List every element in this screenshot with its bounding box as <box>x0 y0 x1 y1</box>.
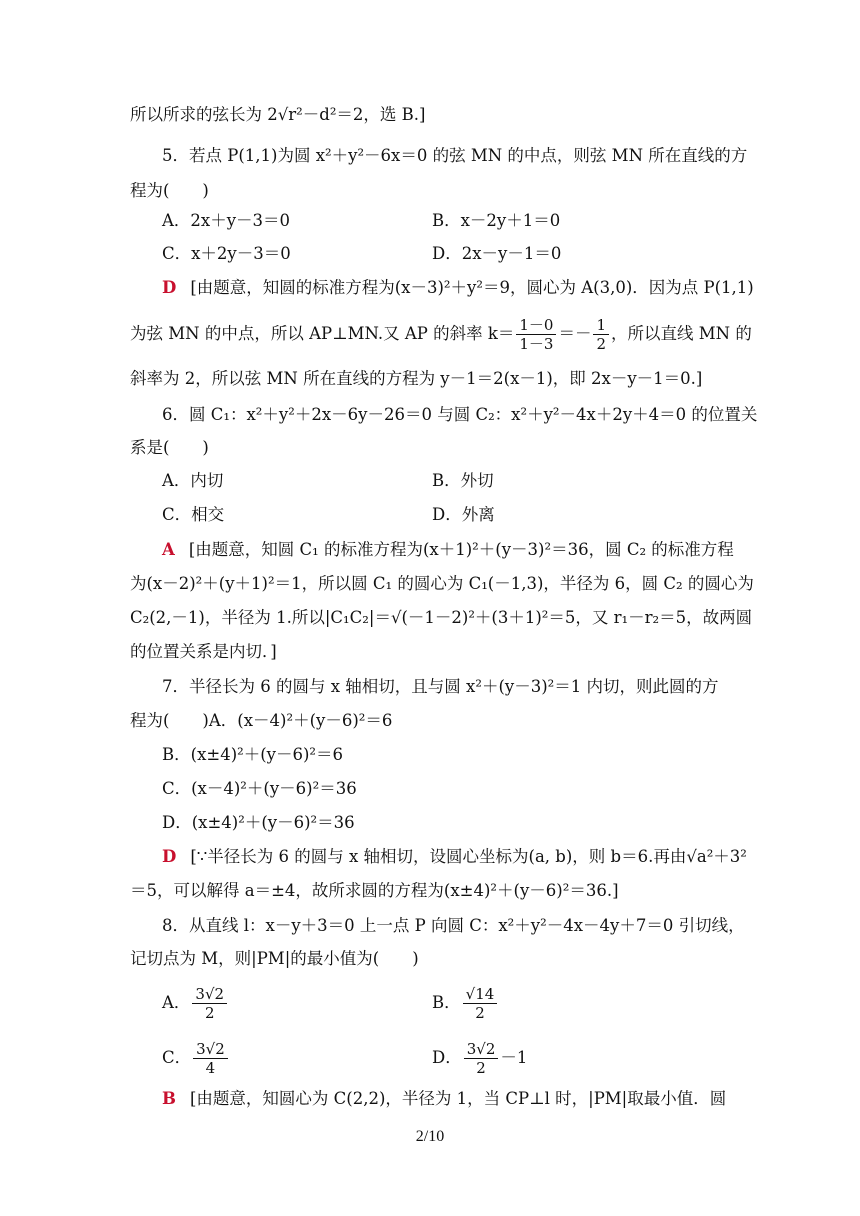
solution-line <box>130 316 752 353</box>
choice-b: B．(x±4)²＋(y－6)²＝6 <box>162 745 344 764</box>
solution-line <box>162 1088 732 1110</box>
page-number: 2/10 <box>415 1128 445 1145</box>
solution-text: ＝－ <box>558 324 592 343</box>
choice-row <box>162 243 732 265</box>
fraction-numerator: 1－0 <box>516 316 556 335</box>
solution-line <box>162 277 754 299</box>
fraction <box>516 316 556 353</box>
answer-letter: D <box>162 278 177 297</box>
solution-text: [由题意，知圆心为 C(2,2)，半径为 1，当 CP⊥l 时，|PM|取最小值．圆 <box>189 1089 727 1108</box>
solution-line: 斜率为 2，所以弦 MN 所在直线的方程为 y－1＝2(x－1)，即 2x－y－1＝0.] <box>130 369 703 388</box>
choice-row <box>162 210 732 232</box>
solution-line: ＝5，可以解得 a＝±4，故所求圆的方程为(x±4)²＋(y－6)²＝36.] <box>130 881 619 900</box>
solution-text: ，所以直线 MN 的 <box>611 324 752 343</box>
choice-row <box>162 985 732 1022</box>
fraction <box>193 1040 228 1077</box>
text-line: 所以所求的弦长为 2√r²－d²＝2，选 B.] <box>130 105 426 124</box>
fraction-numerator: 3√2 <box>193 1040 228 1059</box>
choice-d: D．外离 <box>432 505 495 524</box>
choice-c: C．x＋2y－3＝0 <box>162 244 291 263</box>
solution-line <box>162 846 747 868</box>
choice-d-suffix: －1 <box>500 1048 528 1067</box>
text-line: 记切点为 M，则|PM|的最小值为( ) <box>130 949 419 968</box>
fraction <box>463 985 498 1022</box>
choice-c: C．相交 <box>162 505 225 524</box>
choice-c: C．(x－4)²＋(y－6)²＝36 <box>162 779 357 798</box>
fraction-denominator: 2 <box>475 1004 485 1022</box>
fraction-denominator: 2 <box>476 1059 486 1077</box>
solution-text: [∵半径长为 6 的圆与 x 轴相切，设圆心坐标为(a, b)，则 b＝6.再由√a²＋3² <box>190 847 747 866</box>
solution-line: 的位置关系是内切．] <box>130 642 277 661</box>
choice-row <box>162 1040 732 1077</box>
choice-a-label: A． <box>162 993 191 1012</box>
solution-line: C₂(2,－1)，半径为 1.所以|C₁C₂|＝√(－1－2)²＋(3＋1)²＝5，又 r₁－r₂＝5，故两圆 <box>130 608 753 627</box>
choice-b: B．x－2y＋1＝0 <box>432 211 561 230</box>
choice-d-label: D． <box>432 1048 462 1067</box>
fraction-numerator: 3√2 <box>192 985 227 1004</box>
fraction-denominator: 2 <box>204 1004 215 1022</box>
fraction-denominator: 1－3 <box>519 335 554 353</box>
fraction <box>192 985 227 1022</box>
text-line: 程为( )A．(x－4)²＋(y－6)²＝6 <box>130 711 393 730</box>
question-8-stem: 8．从直线 l：x－y＋3＝0 上一点 P 向圆 C：x²＋y²－4x－4y＋7＝0 引切线， <box>162 916 745 935</box>
text-line: 程为( ) <box>130 181 209 200</box>
choice-b: B．外切 <box>432 471 494 490</box>
answer-letter: D <box>162 847 177 866</box>
fraction <box>593 316 609 353</box>
fraction-denominator: 2 <box>596 335 607 353</box>
solution-text: 为弦 MN 的中点，所以 AP⊥MN.又 AP 的斜率 k＝ <box>130 324 515 343</box>
question-7-stem: 7．半径长为 6 的圆与 x 轴相切，且与圆 x²＋(y－3)²＝1 内切，则此圆的方 <box>162 677 719 696</box>
solution-line <box>162 539 732 561</box>
choice-row <box>162 470 732 492</box>
fraction-numerator: 1 <box>593 316 609 335</box>
choice-d <box>432 1040 527 1077</box>
choice-b <box>432 985 499 1022</box>
question-6-stem: 6．圆 C₁：x²＋y²＋2x－6y－26＝0 与圆 C₂：x²＋y²－4x＋2y＋4＝0 的位置关 <box>162 405 758 424</box>
choice-d: D．2x－y－1＝0 <box>432 244 562 263</box>
choice-a: A．内切 <box>162 471 224 490</box>
choice-c-label: C． <box>162 1048 192 1067</box>
choice-d: D．(x±4)²＋(y－6)²＝36 <box>162 813 355 832</box>
choice-b-label: B． <box>432 993 461 1012</box>
fraction-numerator: √14 <box>463 985 498 1004</box>
fraction-denominator: 4 <box>205 1059 216 1077</box>
question-5-stem: 5．若点 P(1,1)为圆 x²＋y²－6x＝0 的弦 MN 的中点，则弦 MN 所在直线的方 <box>162 146 748 165</box>
choice-row <box>162 504 732 526</box>
solution-text: [由题意，知圆的标准方程为(x－3)²＋y²＝9，圆心为 A(3,0)．因为点 P(1,1) <box>190 278 754 297</box>
choice-a: A．2x＋y－3＝0 <box>162 211 291 230</box>
fraction-numerator: 3√2 <box>464 1040 499 1059</box>
fraction <box>464 1040 499 1077</box>
answer-letter: A <box>162 540 175 559</box>
solution-text: [由题意，知圆 C₁ 的标准方程为(x＋1)²＋(y－3)²＝36，圆 C₂ 的标准方程 <box>188 540 734 559</box>
text-line: 系是( ) <box>130 438 209 457</box>
solution-line: 为(x－2)²＋(y＋1)²＝1，所以圆 C₁ 的圆心为 C₁(－1,3)，半径为 6，圆 C₂ 的圆心为 <box>130 574 754 593</box>
answer-letter: B <box>162 1089 176 1108</box>
